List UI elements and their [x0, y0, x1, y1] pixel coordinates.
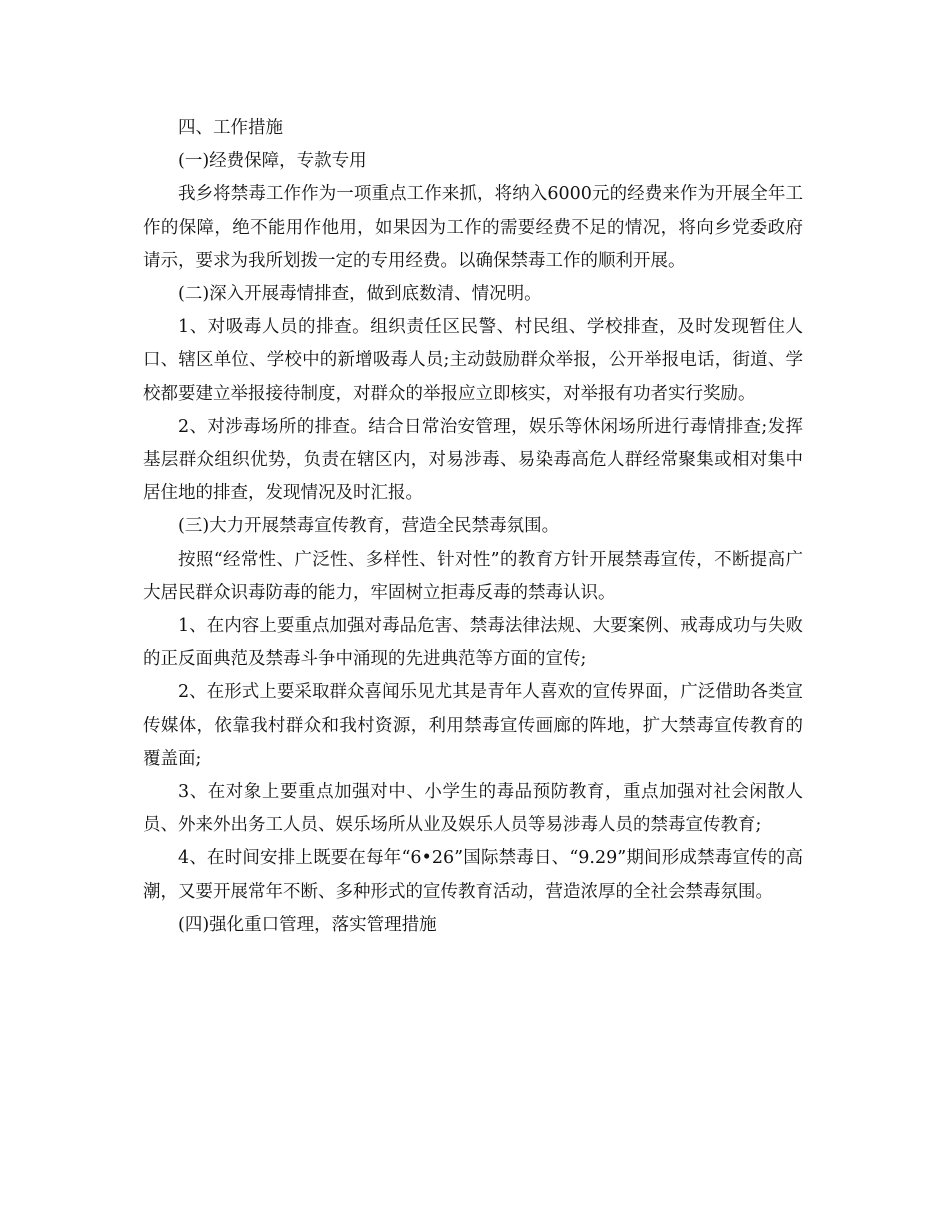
body-paragraph: 按照“经常性、广泛性、多样性、针对性”的教育方针开展禁毒宣传，不断提高广大居民群众识毒防毒的能力，牢固树立拒毒反毒的禁毒认识。 — [143, 549, 803, 603]
body-paragraph: 2、对涉毒场所的排查。结合日常治安管理，娱乐等休闲场所进行毒情排查;发挥基层群众组织优势，负责在辖区内，对易涉毒、易染毒高危人群经常聚集或相对集中居住地的排查，发现情况及时汇报。 — [143, 416, 803, 504]
body-paragraph: 我乡将禁毒工作作为一项重点工作来抓，将纳入6000元的经费来作为开展全年工作的保障，绝不能用作他用，如果因为工作的需要经费不足的情况，将向乡党委政府请示，要求为我所划拨一定的专用经费。以确保禁毒工作的顺利开展。 — [143, 184, 803, 271]
body-paragraph: 1、在内容上要重点加强对毒品危害、禁毒法律法规、大要案例、戒毒成功与失败的正反面典范及禁毒斗争中涌现的先进典范等方面的宣传; — [143, 616, 803, 670]
body-paragraph: 4、在时间安排上既要在每年“6•26”国际禁毒日、“9.29”期间形成禁毒宣传的高潮，又要开展常年不断、多种形式的宣传教育活动，营造浓厚的全社会禁毒氛围。 — [143, 848, 803, 902]
section-heading: 四、工作措施 — [178, 118, 283, 138]
document-body — [143, 112, 803, 942]
subsection-heading: (二)深入开展毒情排查，做到底数清、情况明。 — [178, 284, 542, 305]
body-paragraph: 1、对吸毒人员的排查。组织责任区民警、村民组、学校排查，及时发现暂住人口、辖区单位、学校中的新增吸毒人员;主动鼓励群众举报，公开举报电话，街道、学校都要建立举报接待制度，对群众的举报应立即核实，对举报有功者实行奖励。 — [143, 317, 803, 404]
body-paragraph: 3、在对象上要重点加强对中、小学生的毒品预防教育，重点加强对社会闲散人员、外来外出务工人员、娱乐场所从业及娱乐人员等易涉毒人员的禁毒宣传教育; — [143, 782, 803, 836]
subsection-heading: (四)强化重口管理，落实管理措施 — [178, 914, 437, 935]
subsection-heading: (三)大力开展禁毒宣传教育，营造全民禁毒氛围。 — [178, 516, 560, 537]
body-paragraph: 2、在形式上要采取群众喜闻乐见尤其是青年人喜欢的宣传界面，广泛借助各类宣传媒体，依靠我村群众和我村资源，利用禁毒宣传画廊的阵地，扩大禁毒宣传教育的覆盖面; — [143, 682, 803, 769]
subsection-heading: (一)经费保障，专款专用 — [178, 151, 367, 172]
